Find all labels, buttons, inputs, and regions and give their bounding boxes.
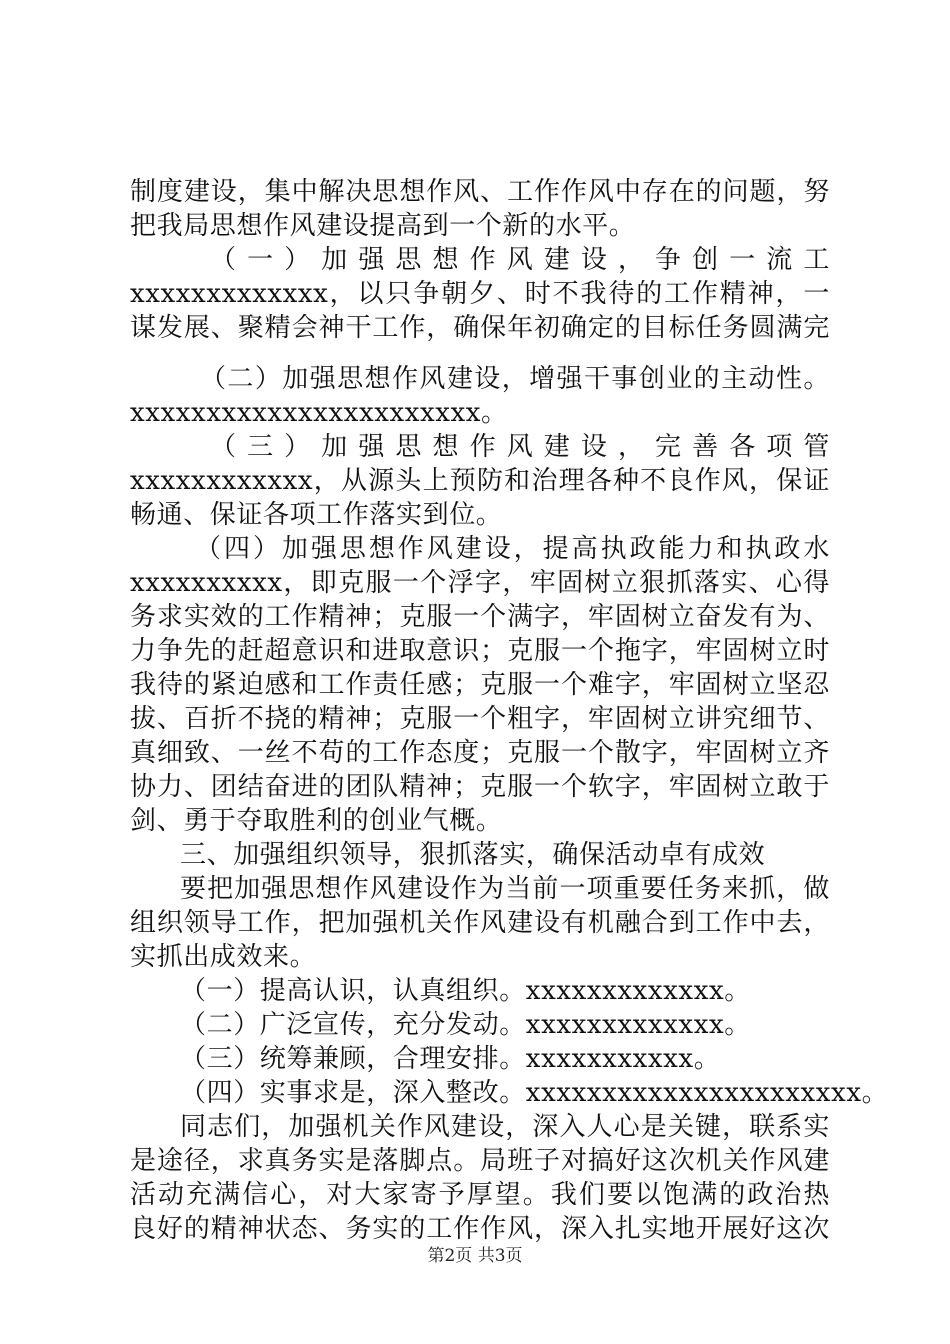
body-line: 力争先的赶超意识和进取意识；克服一个拖字，牢固树立时 <box>130 636 830 666</box>
list-item: （四）实事求是，深入整改。xxxxxxxxxxxxxxxxxxxxxx。 <box>180 1078 889 1108</box>
list-item: （二）广泛宣传，充分发动。xxxxxxxxxxxxx。 <box>180 1010 751 1040</box>
body-line: xxxxxxxxxxxxxxxxxxxxxxx。 <box>130 398 508 428</box>
body-line: 我待的紧迫感和工作责任感；克服一个难字，牢固树立坚忍 <box>130 670 830 700</box>
body-line: 实抓出成效来。 <box>130 942 317 972</box>
body-line: 拔、百折不挠的精神；克服一个粗字，牢固树立讲究细节、 <box>130 704 830 734</box>
list-item: （三）统筹兼顾，合理安排。xxxxxxxxxxx。 <box>180 1044 721 1074</box>
body-line: 良好的精神状态、务实的工作作风，深入扎实地开展好这次 <box>130 1214 830 1244</box>
page-number: 第2页 共3页 <box>427 1246 523 1266</box>
body-line: xxxxxxxxxxxx，从源头上预防和治理各种不良作风，保证 <box>130 466 830 496</box>
list-item: （一）提高认识，认真组织。xxxxxxxxxxxxx。 <box>180 976 751 1006</box>
body-line: xxxxxxxxxxxxx，以只争朝夕、时不我待的工作精神，一 <box>130 279 830 309</box>
body-line: 是途径，求真务实是落脚点。局班子对搞好这次机关作风建 <box>130 1146 830 1176</box>
body-line: （二）加强思想作风建设，增强干事创业的主动性。 <box>200 364 830 394</box>
body-line: 谋发展、聚精会神干工作，确保年初确定的目标任务圆满完 <box>130 313 830 343</box>
body-line: 要把加强思想作风建设作为当前一项重要任务来抓，做 <box>180 874 830 904</box>
body-line: 活动充满信心，对大家寄予厚望。我们要以饱满的政治热 <box>130 1180 830 1210</box>
body-line: 真细致、一丝不苟的工作态度；克服一个散字，牢固树立齐 <box>130 738 830 768</box>
body-line: 把我局思想作风建设提高到一个新的水平。 <box>130 211 636 241</box>
body-line: （ 三 ） 加 强 思 想 作 风 建 设 ， 完 善 各 项 管 <box>210 432 830 462</box>
body-line: 组织领导工作，把加强机关作风建设有机融合到工作中去， <box>130 908 830 938</box>
body-line: 协力、团结奋进的团队精神；克服一个软字，牢固树立敢于 <box>130 772 830 802</box>
body-line: 同志们，加强机关作风建设，深入人心是关键，联系实 <box>180 1112 830 1142</box>
body-line: 制度建设，集中解决思想作风、工作作风中存在的问题，努 <box>130 177 830 207</box>
body-line: 剑、勇于夺取胜利的创业气概。 <box>130 806 503 836</box>
body-line: （ 一 ） 加 强 思 想 作 风 建 设 ， 争 创 一 流 工 <box>210 245 830 275</box>
section-heading: 三、加强组织领导，狠抓落实，确保活动卓有成效 <box>180 840 766 870</box>
body-line: 畅通、保证各项工作落实到位。 <box>130 500 503 530</box>
body-line: 务求实效的工作精神；克服一个满字，牢固树立奋发有为、 <box>130 602 830 632</box>
body-line: xxxxxxxxxx，即克服一个浮字，牢固树立狠抓落实、心得 <box>130 568 830 598</box>
body-line: （四）加强思想作风建设，提高执政能力和执政水 <box>195 534 830 564</box>
